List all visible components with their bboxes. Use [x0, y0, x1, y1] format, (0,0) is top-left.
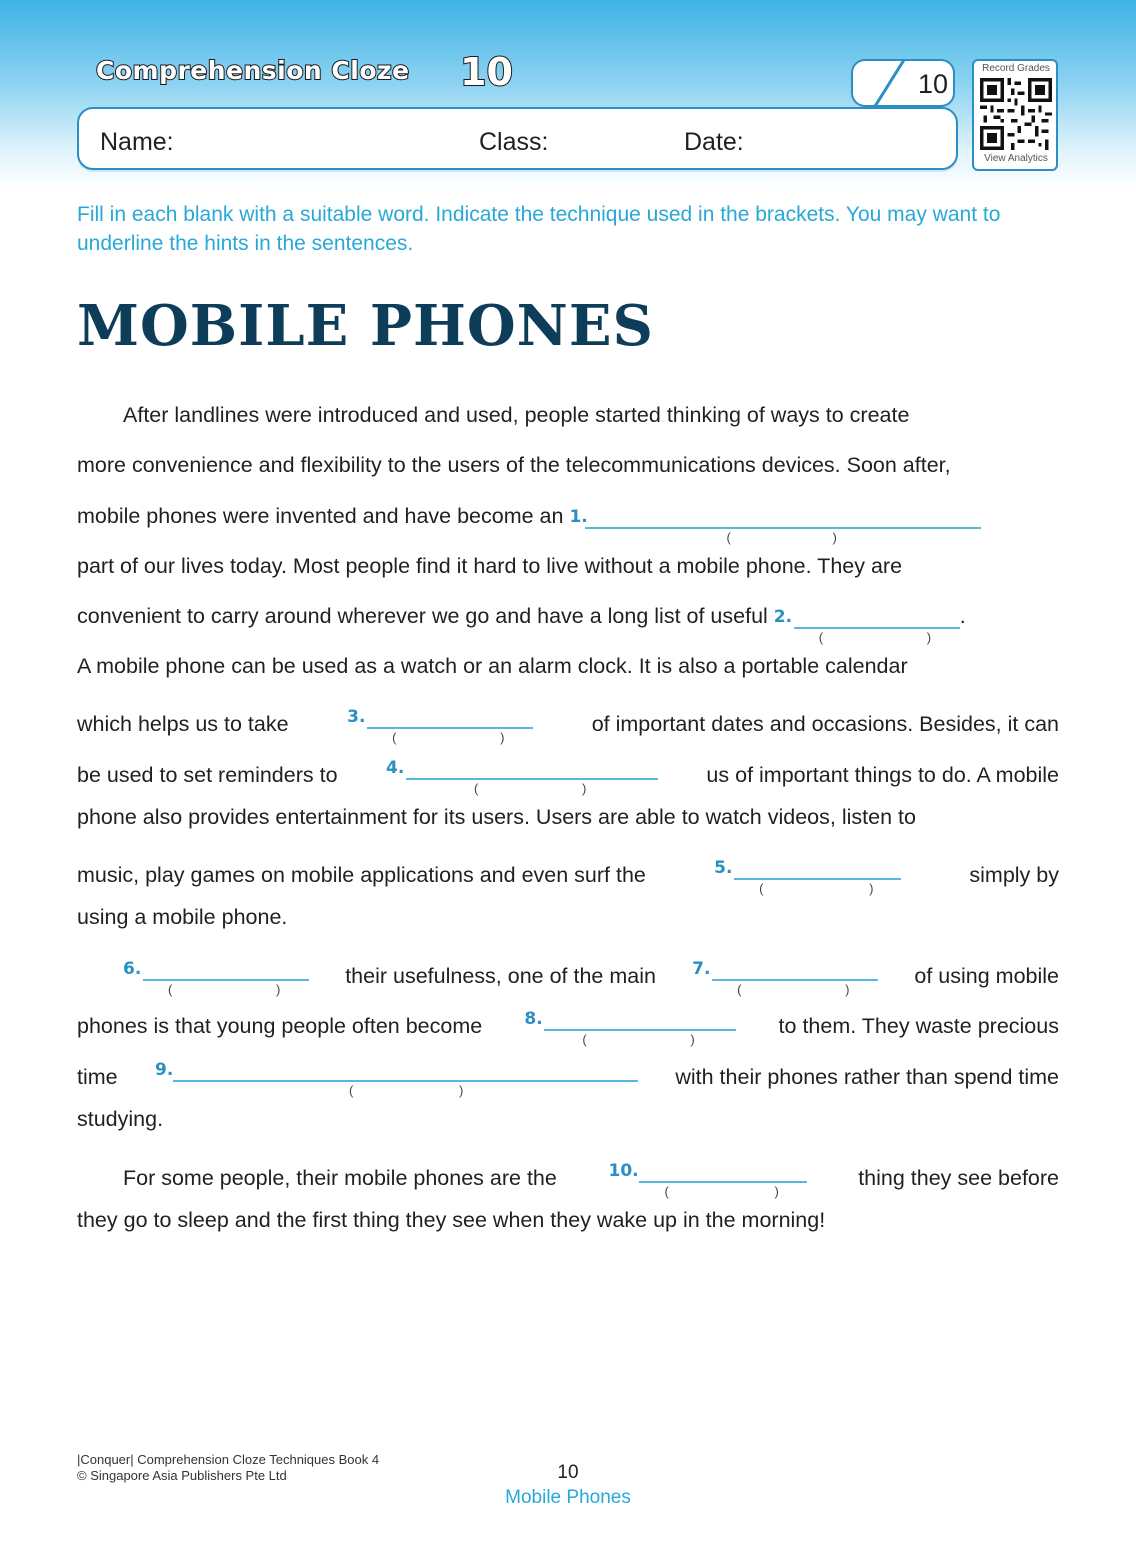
- passage-text: simply by: [963, 863, 1059, 887]
- qr-record-grades-label: Record Grades: [982, 63, 1050, 74]
- passage-text: phones is that young people often become: [77, 1014, 489, 1038]
- technique-bracket-open: (: [737, 982, 742, 997]
- passage-text: A mobile phone can be used as a watch or an alarm clock. It is also a portable calendar: [77, 654, 908, 678]
- passage-text: using a mobile phone.: [77, 905, 288, 929]
- technique-bracket-open: (: [168, 982, 173, 997]
- technique-bracket-open: (: [664, 1184, 669, 1199]
- technique-bracket-close: ): [832, 530, 837, 545]
- answer-line: [585, 527, 981, 529]
- technique-bracket-close: ): [276, 982, 281, 997]
- answer-line: [794, 627, 960, 629]
- passage-text: mobile phones were invented and have become an: [77, 504, 570, 528]
- technique-bracket-close: ): [926, 630, 932, 645]
- passage-line: [77, 1205, 919, 1235]
- passage-line: [77, 802, 1059, 832]
- technique-bracket-open: (: [348, 1083, 354, 1098]
- page-number: 10: [557, 1462, 579, 1483]
- blank-number: 6.: [123, 959, 142, 979]
- technique-bracket-close: ): [774, 1184, 779, 1199]
- technique-bracket-open: (: [818, 630, 824, 645]
- name-label: Name:: [100, 128, 174, 156]
- technique-bracket-open: (: [759, 881, 764, 896]
- story-title: MOBILE PHONES: [77, 293, 654, 359]
- blank-8[interactable]: [524, 1003, 736, 1047]
- answer-line: [143, 979, 309, 981]
- passage-line: [77, 852, 1059, 896]
- passage-text: thing they see before: [852, 1166, 1059, 1190]
- blank-10[interactable]: [608, 1155, 807, 1199]
- passage-text: time: [77, 1065, 124, 1089]
- passage-text: music, play games on mobile applications and even surf the: [77, 863, 652, 887]
- blank-6[interactable]: [123, 953, 309, 997]
- passage-line: [77, 701, 1059, 745]
- blank-3[interactable]: [347, 701, 533, 745]
- technique-bracket-close: ): [500, 730, 505, 745]
- passage-text: more convenience and flexibility to the users of the telecommunications devices. Soon after,: [77, 453, 951, 477]
- footer-topic: Mobile Phones: [505, 1487, 631, 1508]
- passage-line: [77, 501, 1059, 545]
- date-label: Date:: [684, 128, 744, 156]
- blank-number: 4.: [385, 758, 405, 778]
- blank-7[interactable]: [692, 953, 878, 997]
- answer-line: [734, 878, 901, 880]
- passage-line: [77, 601, 1059, 645]
- passage-line: [77, 902, 1059, 932]
- blank-4[interactable]: [385, 752, 658, 796]
- passage-text: which helps us to take: [77, 712, 295, 736]
- passage-text: phone also provides entertainment for its users. Users are able to watch videos, listen to: [77, 805, 916, 829]
- passage-text: studying.: [77, 1107, 164, 1131]
- technique-bracket-close: ): [458, 1083, 464, 1098]
- passage-text: For some people, their mobile phones are the: [123, 1166, 563, 1190]
- answer-line: [367, 727, 533, 729]
- passage-line: [77, 752, 1059, 796]
- technique-bracket-close: ): [869, 881, 874, 896]
- blank-number: 8.: [524, 1009, 543, 1029]
- passage-text: they go to sleep and the first thing they see when they wake up in the morning!: [77, 1208, 826, 1232]
- technique-bracket-close: ): [690, 1032, 695, 1047]
- technique-bracket-open: (: [726, 530, 731, 545]
- blank-number: 1.: [569, 507, 588, 527]
- passage-line: [77, 450, 1059, 480]
- series-title: Comprehension Cloze: [96, 56, 410, 85]
- passage-text: convenient to carry around wherever we go and have a long list of useful: [77, 604, 774, 628]
- passage-text: .: [959, 604, 966, 628]
- passage-line: [123, 1155, 1059, 1199]
- blank-number: 3.: [347, 707, 366, 727]
- passage-line: [77, 551, 1059, 581]
- passage-text: us of important things to do. A mobile: [700, 763, 1059, 787]
- passage-text: of important dates and occasions. Besides, it can: [585, 712, 1059, 736]
- blank-number: 5.: [714, 858, 733, 878]
- class-label: Class:: [479, 128, 549, 156]
- technique-bracket-close: ): [581, 781, 587, 796]
- passage-text: to them. They waste precious: [772, 1014, 1059, 1038]
- technique-bracket-open: (: [582, 1032, 587, 1047]
- passage-text: part of our lives today. Most people find it hard to live without a mobile phone. They are: [77, 554, 903, 578]
- passage-line: [123, 953, 1059, 997]
- answer-line: [712, 979, 878, 981]
- score-total: 10: [918, 69, 949, 99]
- passage-text: with their phones rather than spend time: [669, 1065, 1059, 1089]
- blank-number: 10.: [608, 1161, 639, 1181]
- blank-number: 7.: [692, 959, 711, 979]
- footer-copyright: © Singapore Asia Publishers Pte Ltd: [77, 1468, 287, 1483]
- qr-code-icon[interactable]: [980, 78, 1052, 150]
- blank-number: 2.: [773, 607, 793, 627]
- blank-9[interactable]: [154, 1054, 638, 1098]
- blank-1[interactable]: [569, 501, 981, 545]
- answer-line: [406, 778, 658, 780]
- passage-text: their usefulness, one of the main: [339, 964, 662, 988]
- technique-bracket-open: (: [473, 781, 479, 796]
- answer-line: [544, 1029, 736, 1031]
- blank-number: 9.: [154, 1060, 174, 1080]
- passage-line: [77, 651, 1059, 681]
- qr-view-analytics-label: View Analytics: [984, 153, 1048, 164]
- instructions: Fill in each blank with a suitable word. Indicate the technique used in the brackets. You may want to underline the hints in the sentences.: [77, 203, 1001, 255]
- passage-line: [77, 1104, 1059, 1134]
- technique-bracket-close: ): [845, 982, 850, 997]
- technique-bracket-open: (: [392, 730, 397, 745]
- blank-5[interactable]: [714, 852, 901, 896]
- answer-line: [173, 1080, 638, 1082]
- blank-2[interactable]: [773, 601, 960, 645]
- passage-line: [77, 1003, 1059, 1047]
- passage-line: [77, 1054, 1059, 1098]
- passage-line: [123, 400, 1059, 430]
- passage-text: After landlines were introduced and used, people started thinking of ways to create: [123, 403, 910, 427]
- passage-text: of using mobile: [908, 964, 1059, 988]
- passage-text: be used to set reminders to: [77, 763, 344, 787]
- series-number: 10: [460, 50, 513, 94]
- footer-book-title: |Conquer| Comprehension Cloze Techniques Book 4: [77, 1452, 380, 1467]
- answer-line: [639, 1181, 807, 1183]
